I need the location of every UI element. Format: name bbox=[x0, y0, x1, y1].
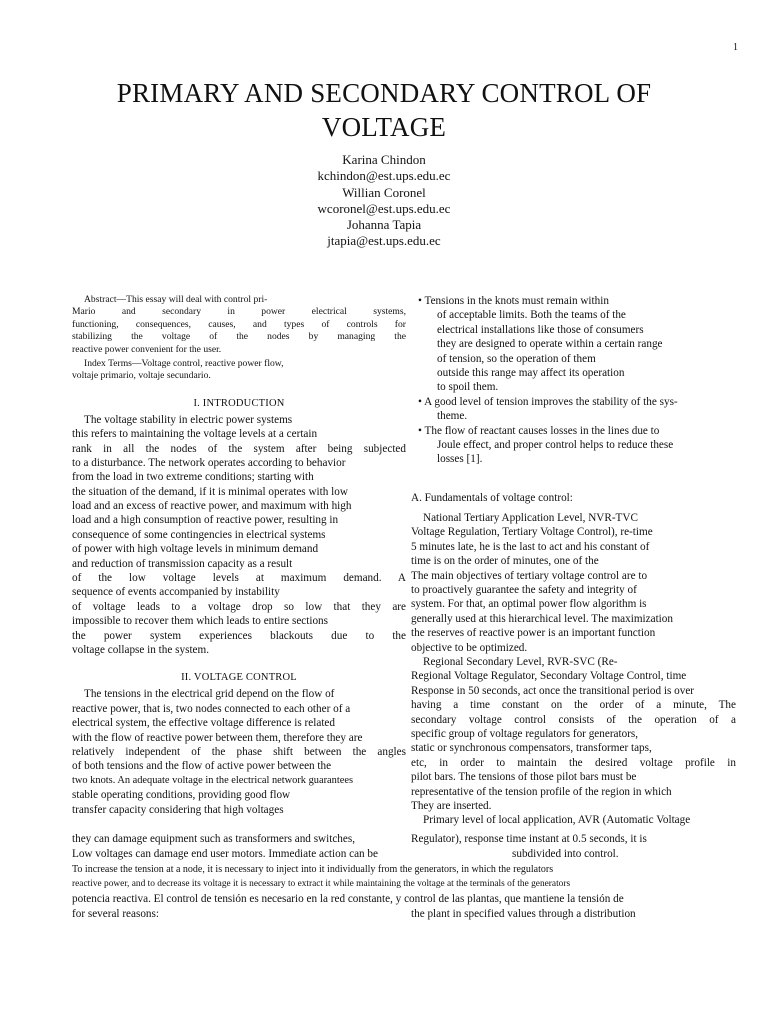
bullet-line: Joule effect, and proper control helps to reduce these bbox=[437, 438, 674, 451]
section-heading-introduction: I. INTRODUCTION bbox=[193, 397, 285, 409]
body-line: objective to be optimized. bbox=[411, 641, 528, 654]
bullet-item: • The flow of reactant causes losses in the lines due to bbox=[418, 424, 660, 437]
voltage-control-body bbox=[72, 687, 406, 817]
bullet-text: The flow of reactant causes losses in the lines due to bbox=[424, 424, 660, 437]
body-line: relatively independent of the phase shift between the angles bbox=[72, 745, 406, 758]
overflow-right: Regulator), response time instant at 0.5 seconds, it is bbox=[411, 833, 647, 845]
body-line: the power system experiences blackouts due to the bbox=[72, 629, 406, 642]
body-line: to a disturbance. The network operates according to behavior bbox=[72, 456, 346, 469]
body-line: of the low voltage levels at maximum demand. A bbox=[72, 572, 406, 585]
body-line: The tensions in the electrical grid depend on the flow of bbox=[84, 688, 335, 701]
body-line: Regional Voltage Regulator, Secondary Voltage Control, time bbox=[411, 670, 687, 683]
body-line: load and a high consumption of reactive power, resulting in bbox=[72, 514, 339, 527]
index-terms bbox=[72, 358, 406, 383]
body-line: with the flow of reactive power between them, therefore they are bbox=[72, 731, 363, 744]
section-heading-voltage-control: II. VOLTAGE CONTROL bbox=[181, 672, 297, 684]
bullet-line: electrical installations like those of consumers bbox=[437, 323, 644, 336]
body-line: consequence of some contingencies in electrical systems bbox=[72, 528, 326, 541]
body-line: of power with high voltage levels in minimum demand bbox=[72, 543, 319, 556]
body-line: secondary voltage control consists of the operation of a bbox=[411, 713, 736, 726]
body-line: and reduction of transmission capacity as a result bbox=[72, 557, 293, 570]
body-line: etc, in order to maintain the desired voltage profile in bbox=[411, 756, 736, 769]
body-line: load and an excess of reactive power, and maximum with high bbox=[72, 500, 352, 513]
body-line: They are inserted. bbox=[411, 799, 492, 812]
body-line: sequence of events accompanied by instability bbox=[72, 586, 280, 599]
bullet-item: • Tensions in the knots must remain within bbox=[418, 295, 609, 307]
bullet-line: to spoil them. bbox=[437, 381, 499, 394]
body-line: having a time constant on the order of a minute, The bbox=[411, 699, 736, 712]
author-block bbox=[0, 152, 768, 250]
body-line: stable operating conditions, providing good flow bbox=[72, 789, 291, 802]
body-line: electrical system, the effective voltage difference is related bbox=[72, 717, 335, 730]
body-line: Response in 50 seconds, act once the transitional period is over bbox=[411, 684, 695, 697]
body-line: pilot bars. The tensions of those pilot bars must be bbox=[411, 771, 637, 784]
title-line-1: PRIMARY AND SECONDARY CONTROL OF bbox=[116, 78, 652, 108]
abstract-line: Mario and secondary in power electrical systems, bbox=[72, 306, 406, 318]
bullet-line: outside this range may affect its operation bbox=[437, 366, 625, 379]
body-line: two knots. An adequate voltage in the electrical network guarantees bbox=[72, 774, 354, 786]
abstract-line: stabilizing the voltage of the nodes by managing the bbox=[72, 331, 406, 343]
bullet-list bbox=[411, 294, 736, 467]
title-line-2: VOLTAGE bbox=[321, 112, 447, 142]
index-terms-line: voltaje primario, voltaje secundario. bbox=[72, 370, 211, 382]
body-line: The main objectives of tertiary voltage control are to bbox=[411, 569, 648, 582]
overflow-line bbox=[72, 832, 736, 847]
subsection-heading: A. Fundamentals of voltage control: bbox=[411, 491, 573, 504]
index-terms-line: Index Terms—Voltage control, reactive power flow, bbox=[84, 357, 284, 369]
author-email: kchindon@est.ups.edu.ec bbox=[317, 168, 451, 184]
body-line: Primary level of local application, AVR (Automatic Voltage bbox=[423, 814, 691, 827]
abstract-line: functioning, consequences, causes, and types of controls for bbox=[72, 318, 406, 330]
body-line: representative of the tension profile of the region in which bbox=[411, 785, 672, 798]
paper-title bbox=[60, 76, 708, 144]
overflow-left: for several reasons: bbox=[72, 908, 159, 920]
body-line: generally used at this hierarchical level. The maximization bbox=[411, 612, 673, 625]
bullet-text: Tensions in the knots must remain within bbox=[424, 295, 609, 307]
body-line: 5 minutes late, he is the last to act and his constant of bbox=[411, 540, 650, 553]
overflow-left: they can damage equipment such as transformers and switches, bbox=[72, 833, 356, 845]
body-line: this refers to maintaining the voltage levels at a certain bbox=[72, 428, 318, 441]
subsection-body bbox=[411, 511, 736, 828]
overflow-line bbox=[72, 907, 736, 922]
bottom-overflow-block bbox=[72, 832, 736, 922]
body-line: to proactively guarantee the safety and integrity of bbox=[411, 584, 637, 597]
body-line: impossible to recover them which leads to entire sections bbox=[72, 615, 329, 628]
bullet-line: theme. bbox=[437, 410, 468, 423]
overflow-line: reactive power, and to decrease its voltage it is necessary to extract it while maintaining the voltage at the terminals of the generators bbox=[72, 879, 571, 889]
body-line: Regional Secondary Level, RVR-SVC (Re- bbox=[423, 655, 618, 668]
overflow-line: To increase the tension at a node, it is necessary to inject into it individually from the generators, in which the regulators bbox=[72, 864, 554, 875]
body-line: reactive power, that is, two nodes connected to each other of a bbox=[72, 702, 351, 715]
overflow-line: potencia reactiva. El control de tensión es necesario en la red constante, y control de las plantas, que mantiene la tensión de bbox=[72, 893, 624, 905]
introduction-body bbox=[72, 413, 406, 658]
bullet-line: they are designed to operate within a certain range bbox=[437, 338, 663, 351]
overflow-left: Low voltages can damage end user motors. Immediate action can be bbox=[72, 848, 378, 860]
body-line: of voltage leads to a voltage drop so low that they are bbox=[72, 600, 406, 613]
bullet-text: A good level of tension improves the stability of the sys- bbox=[424, 395, 678, 408]
body-line: Voltage Regulation, Tertiary Voltage Control), re-time bbox=[411, 526, 653, 539]
right-column bbox=[411, 294, 736, 828]
abstract-line: reactive power convenient for the user. bbox=[72, 343, 222, 355]
bullet-line: of acceptable limits. Both the teams of the bbox=[437, 309, 626, 322]
left-column bbox=[72, 294, 406, 817]
author-name: Karina Chindon bbox=[342, 152, 426, 167]
body-line: transfer capacity considering that high voltages bbox=[72, 803, 284, 816]
author-name: Willian Coronel bbox=[342, 184, 426, 200]
overflow-line bbox=[72, 847, 736, 862]
body-line: National Tertiary Application Level, NVR-TVC bbox=[423, 512, 638, 525]
body-line: from the load in two extreme conditions; starting with bbox=[72, 471, 314, 484]
body-line: The voltage stability in electric power systems bbox=[84, 413, 293, 426]
bullet-line: losses [1]. bbox=[437, 453, 483, 466]
overflow-right: subdivided into control. bbox=[512, 848, 619, 860]
body-line: the reserves of reactive power is an important function bbox=[411, 627, 656, 640]
author-email: jtapia@est.ups.edu.ec bbox=[327, 233, 441, 249]
page-number: 1 bbox=[733, 42, 738, 53]
body-line: static or synchronous compensators, transformer taps, bbox=[411, 742, 652, 755]
body-line: of both tensions and the flow of active power between the bbox=[72, 760, 332, 773]
body-line: time is on the order of minutes, one of the bbox=[411, 555, 599, 568]
body-line: voltage collapse in the system. bbox=[72, 643, 210, 656]
overflow-right: the plant in specified values through a distribution bbox=[411, 908, 636, 920]
abstract-line: Abstract—This essay will deal with control pri- bbox=[84, 294, 268, 305]
bullet-line: of tension, so the operation of them bbox=[437, 352, 596, 365]
body-line: system. For that, an optimal power flow algorithm is bbox=[411, 598, 647, 611]
abstract bbox=[72, 294, 406, 356]
body-line: rank in all the nodes of the system after being subjected bbox=[72, 442, 406, 455]
author-email: wcoronel@est.ups.edu.ec bbox=[317, 200, 451, 216]
body-line: specific group of voltage regulators for generators, bbox=[411, 727, 639, 740]
author-name: Johanna Tapia bbox=[346, 217, 422, 233]
bullet-item: • A good level of tension improves the stability of the sys- bbox=[418, 395, 678, 408]
body-line: the situation of the demand, if it is minimal operates with low bbox=[72, 485, 348, 498]
